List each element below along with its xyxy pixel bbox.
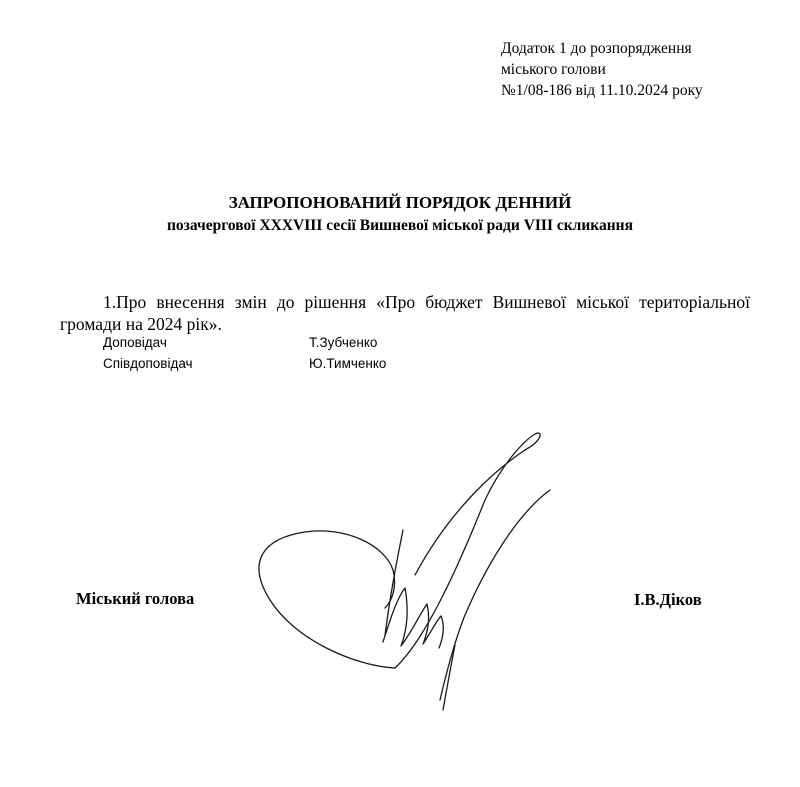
appendix-line-1: Додаток 1 до розпорядження xyxy=(501,40,692,57)
appendix-line-3: №1/08-186 від 11.10.2024 року xyxy=(501,82,703,99)
reporter-name: Т.Зубченко xyxy=(309,335,378,350)
signature-image xyxy=(225,420,565,720)
agenda-item-text: 1.Про внесення змін до рішення «Про бюджет Вишневої міської територіальної громади на 2024 рік». xyxy=(60,292,750,334)
coreporter-name: Ю.Тимченко xyxy=(309,356,387,371)
signatory-name: І.В.Діков xyxy=(634,590,702,609)
appendix-line-2: міського голови xyxy=(501,61,606,78)
document-subtitle: позачергової XXXVIII сесії Вишневої міської ради VIII скликання xyxy=(166,217,633,234)
appendix-header xyxy=(501,38,703,101)
document-title: ЗАПРОПОНОВАНИЙ ПОРЯДОК ДЕННИЙ xyxy=(228,193,572,212)
coreporter-label: Співдоповідач xyxy=(103,356,193,371)
signatory-position: Міський голова xyxy=(76,589,195,608)
reporter-label: Доповідач xyxy=(103,335,167,350)
